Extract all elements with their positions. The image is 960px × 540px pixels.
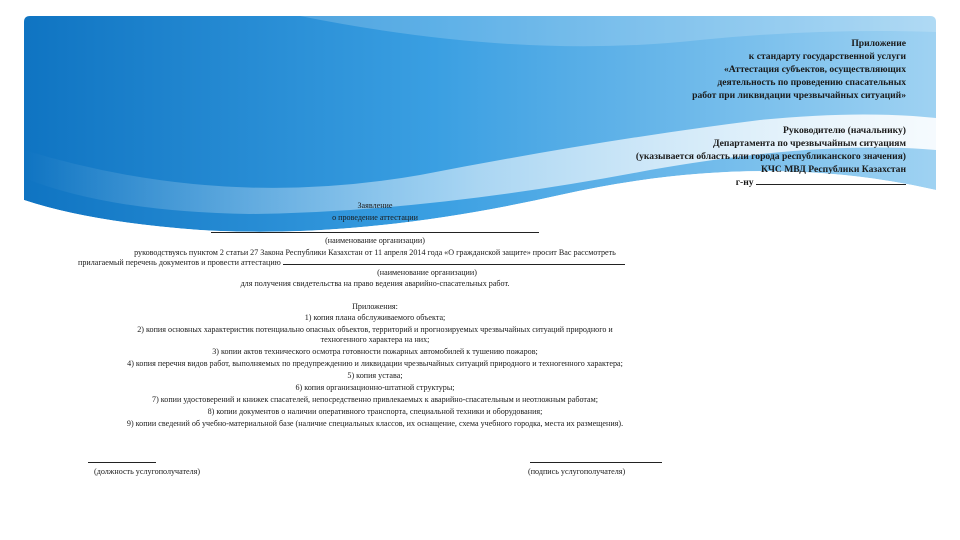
appendix-line: деятельность по проведению спасательных: [717, 77, 906, 88]
org-caption-2: (наименование организации): [377, 268, 477, 277]
attachment-item: 4) копия перечня видов работ, выполняемых по предупреждению и ликвидации чрезвычайных ситуаций природного и техногенного характера;: [127, 359, 623, 368]
addressee-line: Руководителю (начальнику): [782, 125, 906, 136]
signature-caption: (подпись услугополучателя): [528, 467, 626, 476]
attachment-item: 1) копия плана обслуживаемого объекта;: [304, 313, 446, 322]
attachment-item: 7) копии удостоверений и книжек спасателей, непосредственно привлекаемых к аварийно-спасательным и неотложным работам;: [152, 395, 598, 404]
position-caption: (должность услугополучателя): [94, 467, 201, 476]
attachment-item: 6) копия организационно-штатной структуры;: [295, 383, 455, 392]
addressee-line: КЧС МВД Республики Казахстан: [761, 164, 906, 175]
appendix-line: к стандарту государственной услуги: [748, 51, 906, 62]
form-subtitle: о проведение аттестации: [332, 213, 418, 222]
addressee-name-blank: [756, 184, 906, 185]
attachment-item: техногенного характера на них;: [320, 335, 430, 344]
addressee-line: (указывается область или города республиканского значения): [635, 151, 906, 162]
attachments-title: Приложения:: [352, 302, 398, 311]
appendix-line: работ при ликвидации чрезвычайных ситуаций»: [692, 90, 906, 101]
addressee-line: Департамента по чрезвычайным ситуациям: [712, 138, 906, 149]
attachment-item: 5) копия устава;: [347, 371, 403, 380]
addressee-block: [486, 124, 906, 189]
position-signature-line: [88, 462, 156, 463]
org-name-row: [0, 224, 750, 236]
attachment-item: 9) копии сведений об учебно-материальной базе (наличие специальных классов, их оснащение, схема учебного городка, места их размещения).: [126, 419, 624, 428]
body-line-2: [78, 258, 678, 268]
body-line-2-text: прилагаемый перечень документов и провести аттестацию: [78, 258, 281, 267]
addressee-prefix: г-ну: [735, 177, 754, 188]
signature-line: [530, 462, 662, 463]
attachment-item: 2) копия основных характеристик потенциально опасных объектов, территорий и прогнозируемых чрезвычайных ситуаций природного и: [137, 325, 613, 334]
purpose-line: для получения свидетельства на право ведения аварийно-спасательных работ.: [240, 279, 510, 288]
org-name-blank: [211, 224, 539, 233]
attachment-item: 8) копии документов о наличии оперативного транспорта, специальной техники и оборудования;: [207, 407, 543, 416]
appendix-block: [526, 37, 906, 102]
org-caption: (наименование организации): [325, 236, 425, 245]
appendix-line: «Аттестация субъектов, осуществляющих: [724, 64, 906, 75]
form-title: Заявление: [357, 201, 393, 210]
addressee-name-row: [486, 176, 906, 189]
attachment-item: 3) копии актов технического осмотра готовности пожарных автомобилей к тушению пожаров;: [212, 347, 538, 356]
org-name-blank-2: [283, 264, 625, 265]
body-line-1: руководствуясь пунктом 2 статьи 27 Закона Республики Казахстан от 11 апреля 2014 года «О гражданской защите» просит Вас рассмотреть: [134, 248, 616, 257]
appendix-line: Приложение: [851, 38, 906, 49]
